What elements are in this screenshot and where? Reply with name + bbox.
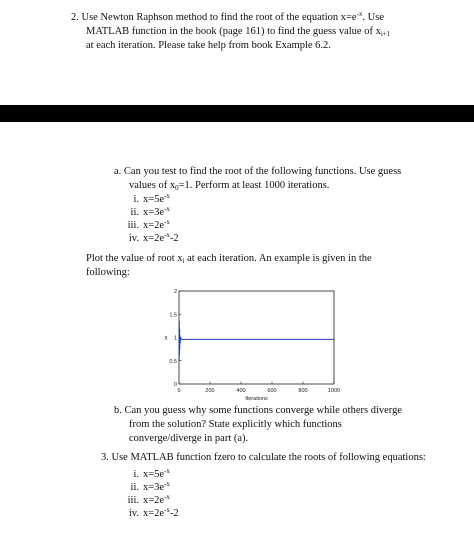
- q3-item: i. $x=5e^{-x}$: [133, 467, 170, 480]
- y-tick-label: 0: [173, 382, 177, 388]
- q3-number: 3.: [101, 452, 109, 463]
- part-b-letter: b.: [114, 405, 122, 416]
- plot-frame: [179, 291, 334, 384]
- part-a-item: i. $x=5e^{-x}$: [133, 192, 170, 205]
- part-a-letter: a.: [114, 166, 122, 177]
- y-tick-label: 1: [173, 335, 177, 342]
- x-axis-label: Iterations: [245, 396, 268, 402]
- x-tick-label: 400: [236, 388, 246, 394]
- part-a-item: iv. $x=2e^{-x}-2$: [128, 231, 179, 244]
- part-a-item: iii. $x=2e^{-x}$: [127, 218, 170, 231]
- y-axis-label: x: [164, 335, 168, 342]
- iterations-plot: [150, 283, 350, 403]
- x-tick-label: 200: [205, 388, 215, 394]
- x-tick-label: 600: [267, 388, 277, 394]
- part-a-line-2: values of $x_0=1$. Perform at least 1000 iterations.: [129, 180, 330, 192]
- q3-item: iv. $x=2e^{-x}-2$: [128, 506, 179, 519]
- part-a-line-1: a. Can you test to find the root of the following functions. Use guess: [114, 166, 402, 177]
- y-tick-label: 1.5: [169, 312, 177, 319]
- x-tick-label: 0: [177, 388, 181, 394]
- q2-number: 2.: [71, 12, 79, 23]
- plot-intro-line-1: Plot the value of root $x_i$ at each iteration. An example is given in the: [86, 253, 372, 265]
- x-tick-label: 800: [298, 388, 308, 394]
- part-a-item: ii. $x=3e^{-x}$: [130, 205, 170, 218]
- x-tick-label: 1000: [327, 388, 341, 394]
- q2-line-1: 2. Use Newton Raphson method to find the root of the equation $x=e^{-x}$. Use: [71, 10, 385, 23]
- y-tick-label: 0.5: [169, 358, 177, 365]
- q2-line-2: MATLAB function in the book (page 161) to find the guess value of $x_{i+1}$: [86, 26, 391, 38]
- q3-item: iii. $x=2e^{-x}$: [127, 493, 170, 506]
- plot-intro-line-2: following:: [86, 267, 130, 278]
- y-tick-label: 2: [173, 289, 177, 295]
- q3-item: ii. $x=3e^{-x}$: [130, 480, 170, 493]
- top-page-panel: [0, 0, 474, 105]
- part-b-line-2: from the solution? State explicitly which functions: [129, 419, 342, 430]
- q2-line-3: at each iteration. Please take help from book Example 6.2.: [86, 40, 331, 51]
- q3-line: 3. Use MATLAB function fzero to calculate the roots of following equations:: [101, 452, 426, 463]
- part-b-line-1: b. Can you guess why some functions converge while others diverge: [114, 405, 403, 416]
- part-b-line-3: converge/diverge in part (a).: [129, 433, 249, 444]
